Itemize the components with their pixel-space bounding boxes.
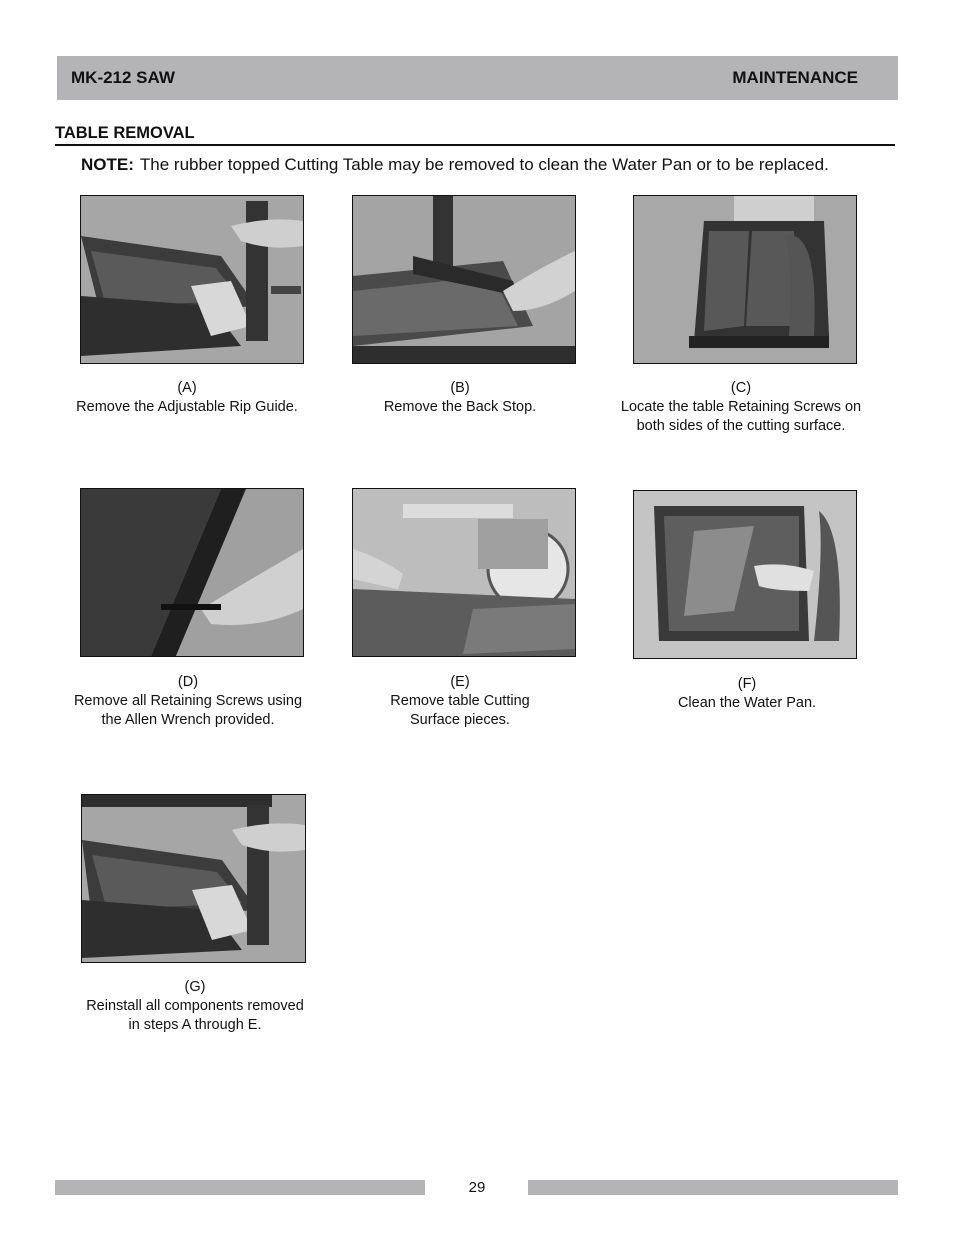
caption-line: Remove the Adjustable Rip Guide.: [76, 399, 298, 415]
header-section-title: MAINTENANCE: [732, 68, 858, 87]
caption-line: Reinstall all components removed: [86, 998, 304, 1014]
header-product-title: MK-212 SAW: [71, 68, 175, 87]
caption-line: Surface pieces.: [410, 712, 510, 728]
caption-line: Remove the Back Stop.: [383, 399, 537, 415]
caption-step-b: [330, 379, 590, 417]
caption-line: the Allen Wrench provided.: [101, 712, 275, 728]
photo-step-f: [633, 490, 857, 659]
caption-line: Remove all Retaining Screws using: [73, 693, 303, 709]
note-label: NOTE:: [81, 155, 134, 174]
caption-line: Remove table Cutting: [390, 693, 530, 709]
footer-bar-left: [55, 1180, 425, 1195]
caption-letter: (B): [450, 380, 470, 396]
photo-step-e: [352, 488, 576, 657]
photo-step-b: [352, 195, 576, 364]
section-title: TABLE REMOVAL: [55, 124, 895, 146]
caption-step-d: [57, 673, 319, 730]
caption-letter: (C): [730, 380, 752, 396]
caption-step-f: [617, 675, 877, 713]
caption-letter: (E): [450, 674, 470, 690]
caption-letter: (A): [177, 380, 197, 396]
caption-letter: (G): [184, 979, 206, 995]
photo-step-c: [633, 195, 857, 364]
caption-line: in steps A through E.: [128, 1017, 262, 1033]
page-number: 29: [468, 1179, 486, 1196]
caption-line: Clean the Water Pan.: [677, 695, 817, 711]
caption-line: both sides of the cutting surface.: [636, 418, 846, 434]
caption-step-a: [57, 379, 317, 417]
caption-step-c: [596, 379, 886, 436]
caption-step-g: [62, 978, 328, 1035]
note-text: The rubber topped Cutting Table may be removed to clean the Water Pan or to be replaced.: [139, 155, 829, 174]
caption-line: Locate the table Retaining Screws on: [620, 399, 862, 415]
photo-step-a: [80, 195, 304, 364]
footer-bar-right: [528, 1180, 898, 1195]
photo-step-g: [81, 794, 306, 963]
caption-step-e: [330, 673, 590, 730]
header-bar: [57, 56, 898, 100]
caption-letter: (F): [737, 676, 757, 692]
note: [81, 155, 829, 175]
photo-step-d: [80, 488, 304, 657]
caption-letter: (D): [177, 674, 199, 690]
